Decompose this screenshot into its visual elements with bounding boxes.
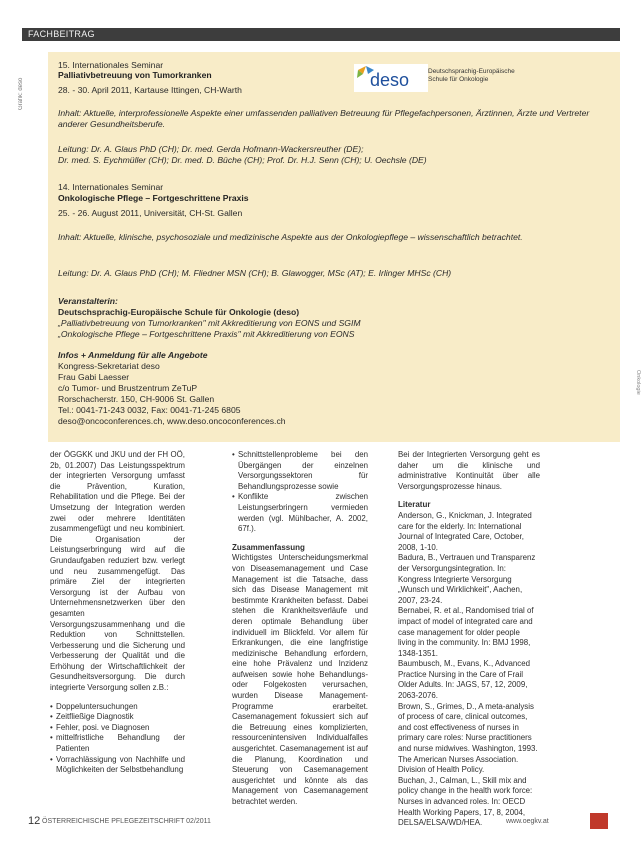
oegkv-logo-icon	[590, 813, 608, 829]
info-line-1: Kongress-Sekretariat deso	[58, 361, 160, 371]
summary-heading: Zusammenfassung	[232, 542, 305, 552]
list-item: • Fehler, posi. ve Diagnosen	[50, 723, 185, 734]
list-item: • mittelfristliche Behandlung der Patienten	[50, 733, 185, 754]
reference-item: Bernabei, R. et al., Randomised trial of impact of model of integrated care and case management for older people living in the community. In: BMJ 1998, 1348-1351.	[398, 606, 534, 658]
right-margin-label: Onkologie	[635, 370, 641, 395]
reference-item: Brown, S., Grimes, D., A meta-analysis of process of care, clinical outcomes, and cost effectiveness of nurses in primary care roles: Nurse practitioners and nurse midwives. Washington, 1993. The American Nurses Association. Division of Health Policy.	[398, 701, 538, 775]
list-item: • Vorrachlässigung von Nachhilfe und Möglichkeiten der Selbstbehandlung	[50, 755, 185, 776]
seminar2-date: 25. - 26. August 2011, Universität, CH-St. Gallen	[58, 208, 243, 218]
deso-logo-subtitle	[428, 68, 528, 84]
journal-title: ÖSTERREICHISCHE PFLEGEZEITSCHRIFT 02/2011	[42, 818, 211, 825]
deso-logo-word: deso	[370, 70, 410, 90]
seminar-advertisement	[48, 52, 620, 442]
section-title: FACHBEITRAG	[28, 29, 95, 39]
seminar2-title: Onkologische Pflege – Fortgeschrittene Praxis	[58, 193, 249, 203]
article-column-1	[50, 450, 185, 776]
seminar1-leitung-2: Dr. med. S. Eychmüller (CH); Dr. med. D. Büche (CH); Prof. Dr. H.J. Senn (CH); U. Oechsle (DE)	[58, 155, 427, 165]
seminar1-title: Palliativbetreuung von Tumorkranken	[58, 70, 212, 80]
list-item: • Doppeluntersuchungen	[50, 702, 185, 713]
seminar2-label: 14. Internationales Seminar	[58, 182, 164, 192]
organizer-name: Deutschsprachig-Europäische Schule für Onkologie (deso)	[58, 307, 300, 317]
list-item: • Konflikte zwischen Leistungserbringern vermieden werden (vgl. Mühlbacher, A. 2002, 67f.).	[232, 492, 368, 534]
seminar2-inhalt: Inhalt: Aktuelle, klinische, psychosoziale und medizinische Aspekte aus der Onkologiepflege – wissenschaftlich betrachtet.	[58, 232, 523, 242]
info-line-4: Rorschacherstr. 150, CH-9006 St. Gallen	[58, 394, 215, 404]
organizer-accreditation-1: „Palliativbetreuung von Tumorkranken" mit Akkreditierung von EONS und SGIM	[58, 318, 361, 328]
seminar1-label: 15. Internationales Seminar	[58, 60, 164, 70]
reference-item: Badura, B., Vertrauen und Transparenz der Versorgungsintegration. In: Kongress Integrierte Versorgung „Wunsch und Wirklichkeit", Aachen, 2007, 23-24.	[398, 553, 536, 605]
seminar1-inhalt: Inhalt: Aktuelle, interprofessionelle Aspekte einer umfassenden palliativen Betreuung für Pflegefachpersonen, Ärztinnen, Ärzte und Vertreter anderer Gesundheitsberufe.	[58, 108, 590, 129]
deso-logo	[354, 64, 428, 92]
seminar1-leitung-1: Leitung: Dr. A. Glaus PhD (CH); Dr. med. Gerda Hofmann-Wackersreuther (DE);	[58, 144, 364, 154]
deso-logo-subtitle-1: Deutschsprachig-Europäische	[428, 68, 515, 75]
reference-item: Buchan, J., Calman, L., Skill mix and policy change in the health work force: Nurses in advanced roles. In: OECD Health Working Papers, 17, 8, 2004, DELSA/ELSA/WD/HEA.	[398, 775, 533, 828]
page-number: 12	[28, 815, 41, 827]
article-column-3	[398, 450, 540, 829]
info-label: Infos + Anmeldung für alle Angebote	[58, 350, 208, 360]
info-line-2: Frau Gabi Laesser	[58, 372, 130, 382]
list-item: • Zeitfließige Diagnostik	[50, 712, 185, 723]
page-footer	[28, 815, 618, 829]
footer-url[interactable]: www.oegkv.at	[506, 818, 549, 825]
list-item: • Schnittstellenprobleme bei den Übergängen der einzelnen Versorgungssektoren für Behandlungsprozesse sowie	[232, 450, 368, 492]
side-credit: Grafik: deso	[18, 77, 24, 110]
col1-list	[50, 702, 185, 776]
seminar1-date: 28. - 30. April 2011, Kartause Ittingen, CH-Warth	[58, 85, 242, 95]
article-column-2	[232, 450, 368, 808]
organizer-accreditation-2: „Onkologische Pflege – Fortgeschrittene Praxis" mit Akkreditierung von EONS	[58, 329, 355, 339]
literature-heading: Literatur	[398, 500, 431, 510]
info-line-3: c/o Tumor- und Brustzentrum ZeTuP	[58, 383, 198, 393]
section-header-bar	[22, 28, 620, 41]
col2-list	[232, 450, 368, 535]
organizer-label: Veranstalterin:	[58, 296, 118, 306]
seminar2-leitung: Leitung: Dr. A. Glaus PhD (CH); M. Fliedner MSN (CH); B. Glawogger, MSc (AT); E. Irlinger MHSc (CH)	[58, 268, 452, 278]
col1-paragraph: der ÖGGKK und JKU und der FH OÖ, 2b, 01.2007) Das Leistungsspektrum der integrierten Versorgung umfasst die Prävention, Kuration, Rehabilitation und die Pflege. Bei der Umsetzung der Integration werden zwei oder mehrere Identitäten zusammengefügt und neu kombiniert. Die Organisation der Leistungserbringung wird auf die Grundaufgaben reduziert bzw. verlegt und neu zusammengefügt. Das primäre Ziel der integrierten Versorgung ist der Aufbau von Unternehmensnetzwerken über den gesamten Versorgungszusammenhang und die Reduktion von Schnittstellen. Verbesserung und die Sicherung und Verbesserung der Qualität und die Erhöhung der Wirtschaftlichkeit der Gesundheitsversorgung. Die durch integrierte Versorgung sollen z.B.:	[50, 450, 185, 693]
reference-item: Baumbusch, M., Evans, K., Advanced Practice Nursing in the Care of Frail Older Adults. In: JAGS, 57, 12, 2009, 2063-2076.	[398, 659, 531, 701]
deso-logo-subtitle-2: Schule für Onkologie	[428, 76, 489, 83]
reference-item: Anderson, G., Knickman, J. Integrated care for the elderly. In: International Journal of Integrated Care, October, 2008, 1-10.	[398, 510, 532, 552]
info-line-5: Tel.: 0041-71-243 0032, Fax: 0041-71-245 6805	[58, 405, 241, 415]
info-line-6: deso@oncoconferences.ch, www.deso.oncoconferences.ch	[58, 416, 286, 426]
summary-paragraph: Wichtigstes Unterscheidungsmerkmal von Diseasemanagement und Case Management ist die Tatsache, dass sich das Disease Management mit bestimmte Krankheiten befasst. Dabei stehen die Krankheitsverläufe und deren optimale Behandlung über individuell im Blickfeld. Vor allem für Erkrankungen, die eine langfristige medizinische Behandlung erfordern, eine hohe Prävalenz und Inzidenz aufweisen sowie hohe Behandlungs- oder Folgekosten verursachen, wurden Disease Management-Programme erarbeitet. Casemanagement fokussiert sich auf die Betreuung eines komplizierten, ressourcenintensiven Individualfalles ausgerichtet. Casemanagement ist auf die Planung, Koordination und Steuerung von Casemanagement ausgerichtet und könnte als das Management von Casemanagement betrachtet werden.	[232, 553, 368, 806]
col3-paragraph: Bei der Integrierten Versorgung geht es daher um die klinische und administrative Kontinuität über alle Versorgungsprozesse hinaus.	[398, 450, 540, 491]
